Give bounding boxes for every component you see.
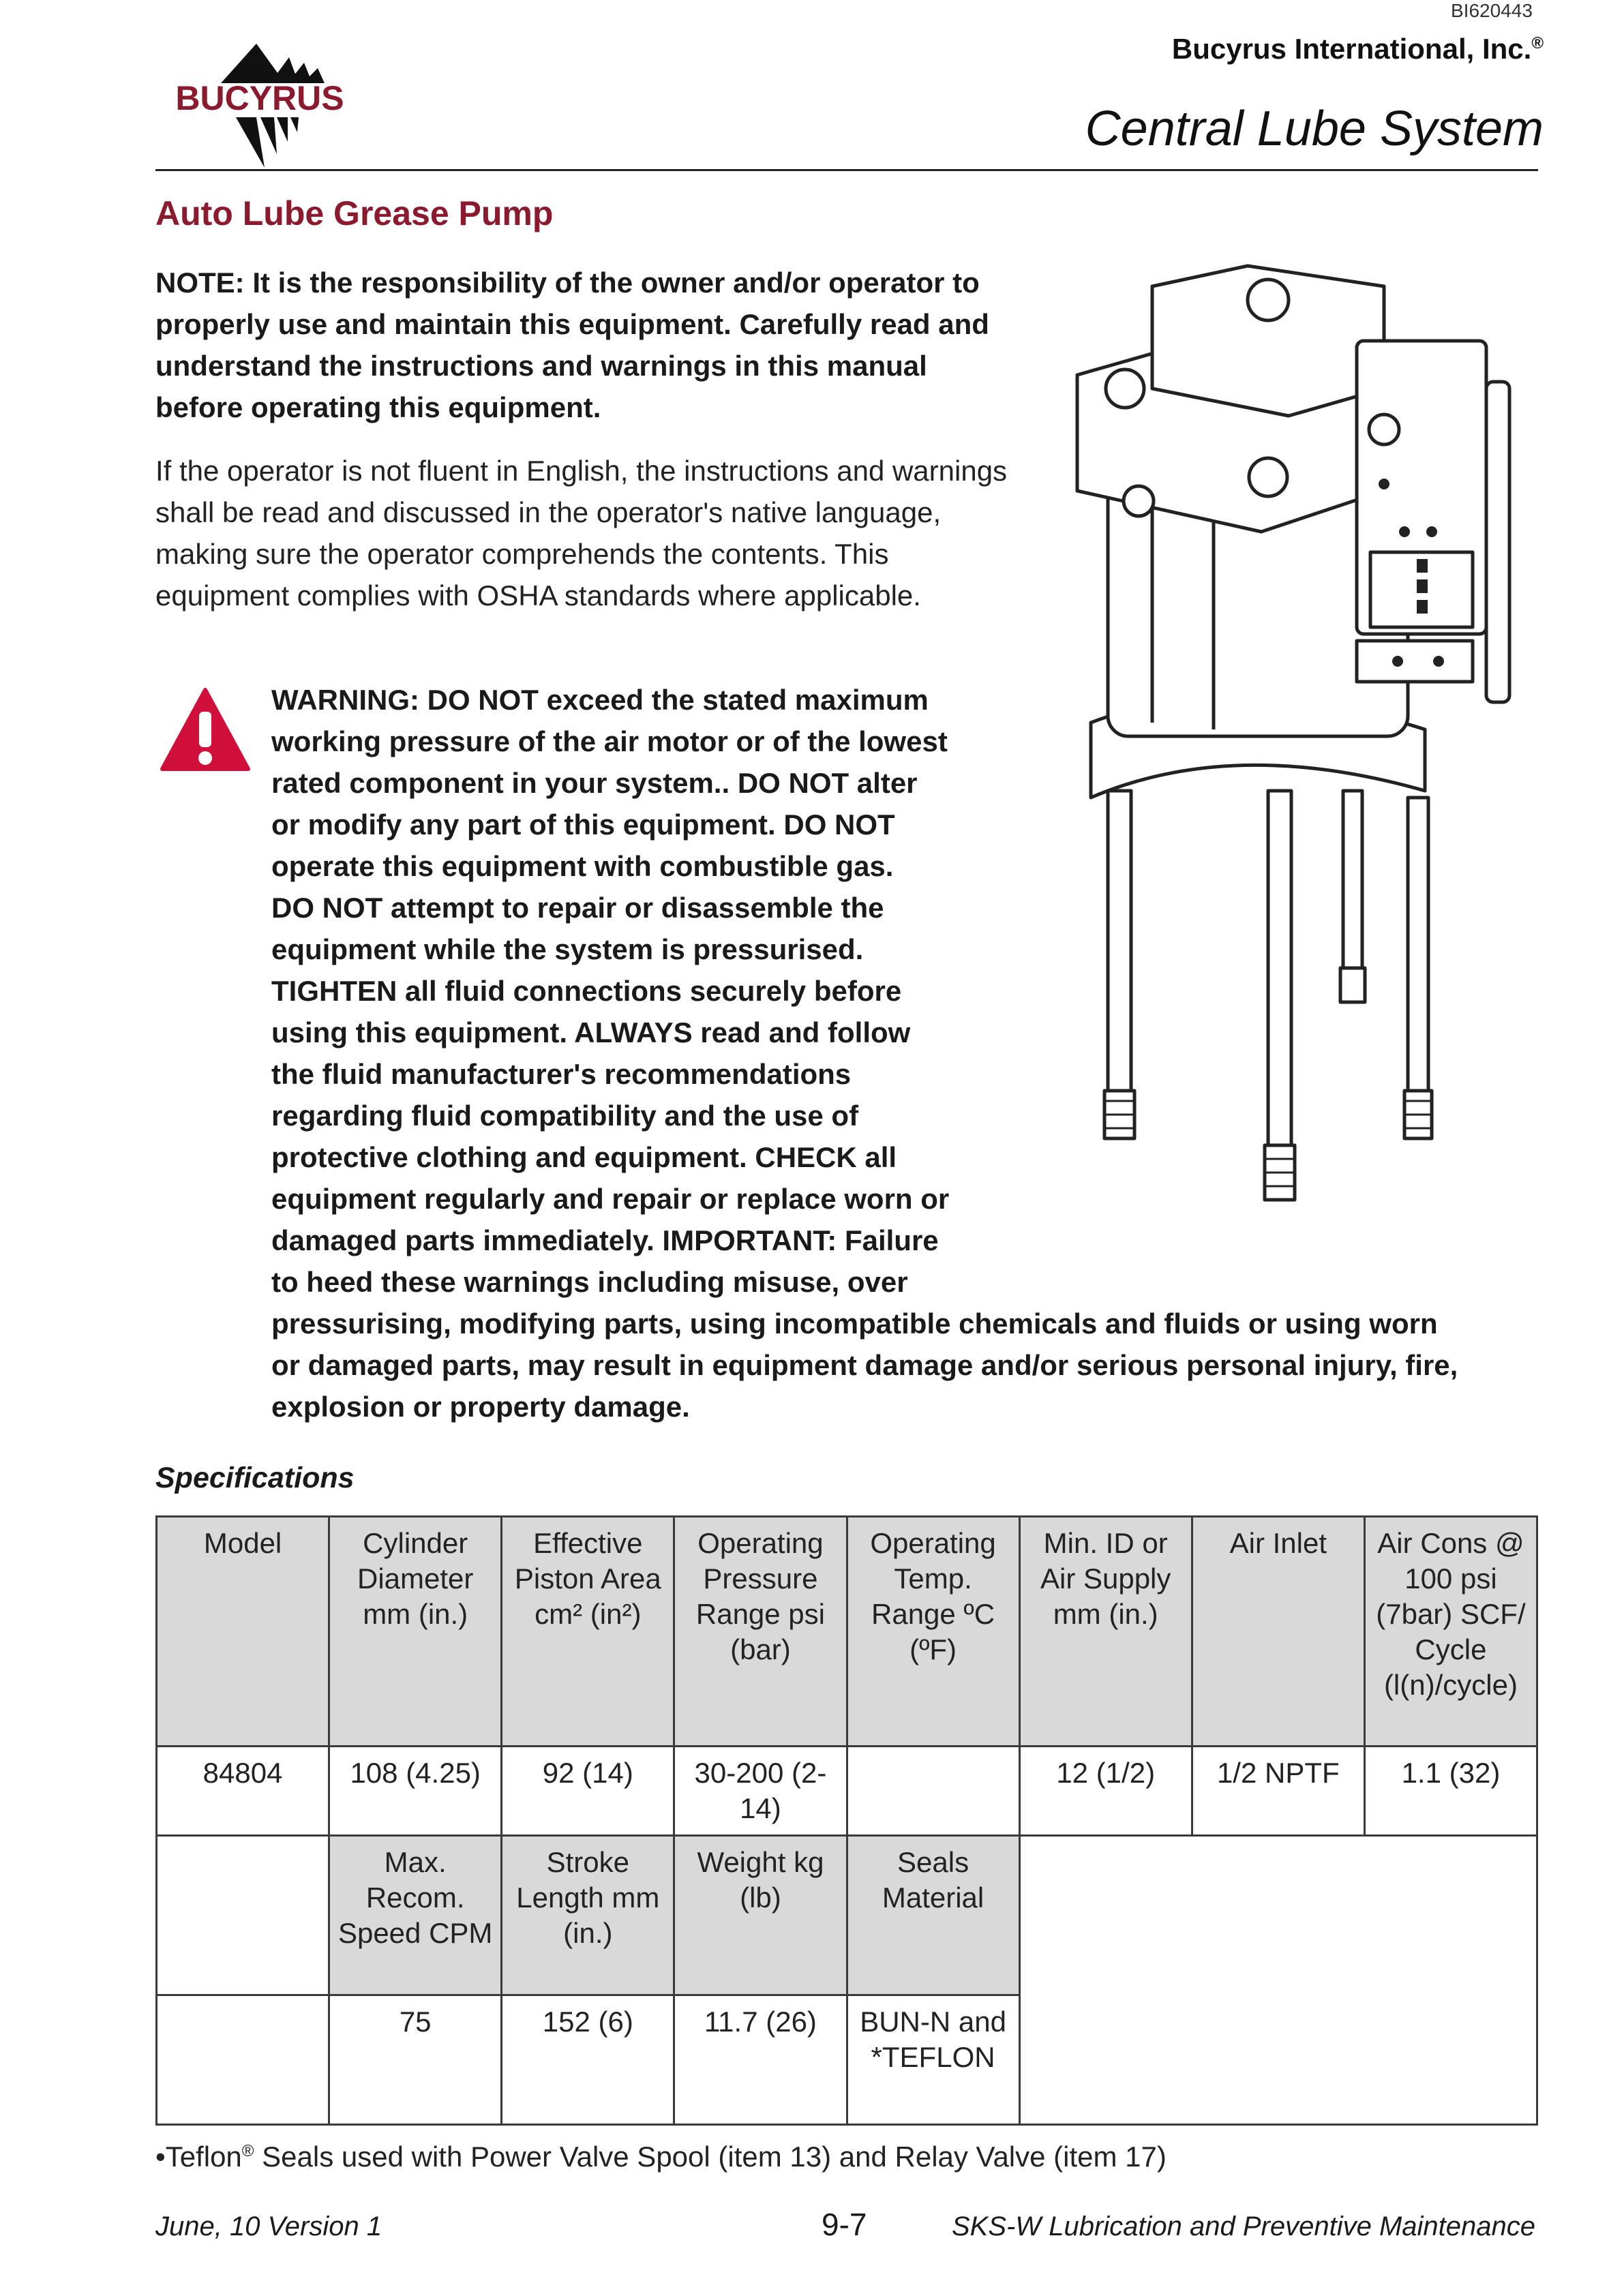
warning-triangle-icon — [160, 687, 251, 772]
header-cell: Air Cons @ 100 psi (7bar) SCF/ Cycle (l(n)/cycle) — [1364, 1517, 1537, 1747]
table-cell: 84804 — [157, 1747, 329, 1836]
note-paragraph: NOTE: It is the responsibility of the owner and/or operator to properly use and maintain this equipment. Carefully read and understand the instructions and warnings in this manual before operating this equipment. — [155, 267, 989, 423]
table-cell: 12 (1/2) — [1019, 1747, 1192, 1836]
warning-line: WARNING: DO NOT exceed the stated maximum — [271, 684, 929, 716]
table-cell: 1/2 NPTF — [1192, 1747, 1364, 1836]
table-cell: 108 (4.25) — [329, 1747, 502, 1836]
table-cell-empty — [157, 1836, 329, 1995]
specifications-table — [155, 1515, 1538, 2126]
table-cell: 1.1 (32) — [1364, 1747, 1537, 1836]
language-paragraph: If the operator is not fluent in English, the instructions and warnings shall be read and discussed in the operator's native language, making sure the operator comprehends the contents. This equipment complies with OSHA standards where applicable. — [155, 455, 1008, 611]
header-cell: Cylinder Diameter mm (in.) — [329, 1517, 502, 1747]
section-title: Auto Lube Grease Pump — [155, 194, 554, 232]
footnote: •Teflon® Seals used with Power Valve Spool (item 13) and Relay Valve (item 17) — [155, 2141, 1167, 2173]
header-cell: Operating Pressure Range psi (bar) — [674, 1517, 847, 1747]
warning-line: equipment while the system is pressurised. — [271, 933, 864, 965]
header-cell: Min. ID or Air Supply mm (in.) — [1019, 1517, 1192, 1747]
table-cell: 30-200 (2-14) — [674, 1747, 847, 1836]
document-title: Central Lube System — [1085, 102, 1544, 156]
header-cell: Model — [157, 1517, 329, 1747]
warning-line: explosion or property damage. — [271, 1391, 690, 1423]
svg-text:BUCYRUS: BUCYRUS — [175, 79, 344, 117]
page-number: 9-7 — [822, 2207, 867, 2242]
header-cell: Effective Piston Area cm² (in²) — [502, 1517, 674, 1747]
warning-line: DO NOT attempt to repair or disassemble the — [271, 892, 884, 924]
warning-line: or modify any part of this equipment. DO NOT — [271, 809, 895, 841]
specifications-heading: Specifications — [155, 1462, 355, 1494]
warning-line: operate this equipment with combustible gas. — [271, 850, 894, 882]
table-cell: 75 — [329, 1995, 502, 2125]
table-cell: 92 (14) — [502, 1747, 674, 1836]
bucyrus-logo — [154, 38, 365, 172]
warning-line: damaged parts immediately. IMPORTANT: Failure — [271, 1224, 939, 1256]
table-cell: 11.7 (26) — [674, 1995, 847, 2125]
header-cell: Stroke Length mm (in.) — [502, 1836, 674, 1995]
header-cell: Air Inlet — [1192, 1517, 1364, 1747]
header-cell: Operating Temp. Range ºC (ºF) — [847, 1517, 1019, 1747]
warning-line: rated component in your system.. DO NOT alter — [271, 767, 918, 799]
footer-date-version: June, 10 Version 1 — [155, 2211, 382, 2241]
table-cell: BUN-N and *TEFLON — [847, 1995, 1019, 2125]
warning-line: pressurising, modifying parts, using incompatible chemicals and fluids or using worn — [271, 1308, 1438, 1340]
warning-line: or damaged parts, may result in equipment damage and/or serious personal injury, fire, — [271, 1349, 1458, 1381]
header-cell: Weight kg (lb) — [674, 1836, 847, 1995]
document-id: BI620443 — [1451, 0, 1533, 21]
table-cell: 152 (6) — [502, 1995, 674, 2125]
warning-line: TIGHTEN all fluid connections securely before — [271, 975, 902, 1007]
warning-line: working pressure of the air motor or of the lowest — [271, 725, 948, 757]
table-cell-empty — [157, 1995, 329, 2125]
warning-line: using this equipment. ALWAYS read and follow — [271, 1016, 911, 1048]
warning-line: protective clothing and equipment. CHECK all — [271, 1141, 897, 1173]
company-name: Bucyrus International, Inc.® — [1171, 33, 1544, 65]
grease-pump-illustration — [1043, 259, 1541, 1227]
table-cell-empty — [1019, 1836, 1537, 2125]
warning-line: to heed these warnings including misuse, over — [271, 1266, 908, 1298]
table-header-row — [157, 1517, 1537, 1747]
table-header-row — [157, 1836, 1537, 1995]
header-cell: Seals Material — [847, 1836, 1019, 1995]
footer-manual-title: SKS-W Lubrication and Preventive Maintenance — [951, 2211, 1535, 2241]
table-row — [157, 1747, 1537, 1836]
warning-line: the fluid manufacturer's recommendations — [271, 1058, 852, 1090]
warning-line: regarding fluid compatibility and the use of — [271, 1100, 859, 1132]
warning-line: equipment regularly and repair or replace worn or — [271, 1183, 950, 1215]
table-cell — [847, 1747, 1019, 1836]
header-cell: Max. Recom. Speed CPM — [329, 1836, 502, 1995]
